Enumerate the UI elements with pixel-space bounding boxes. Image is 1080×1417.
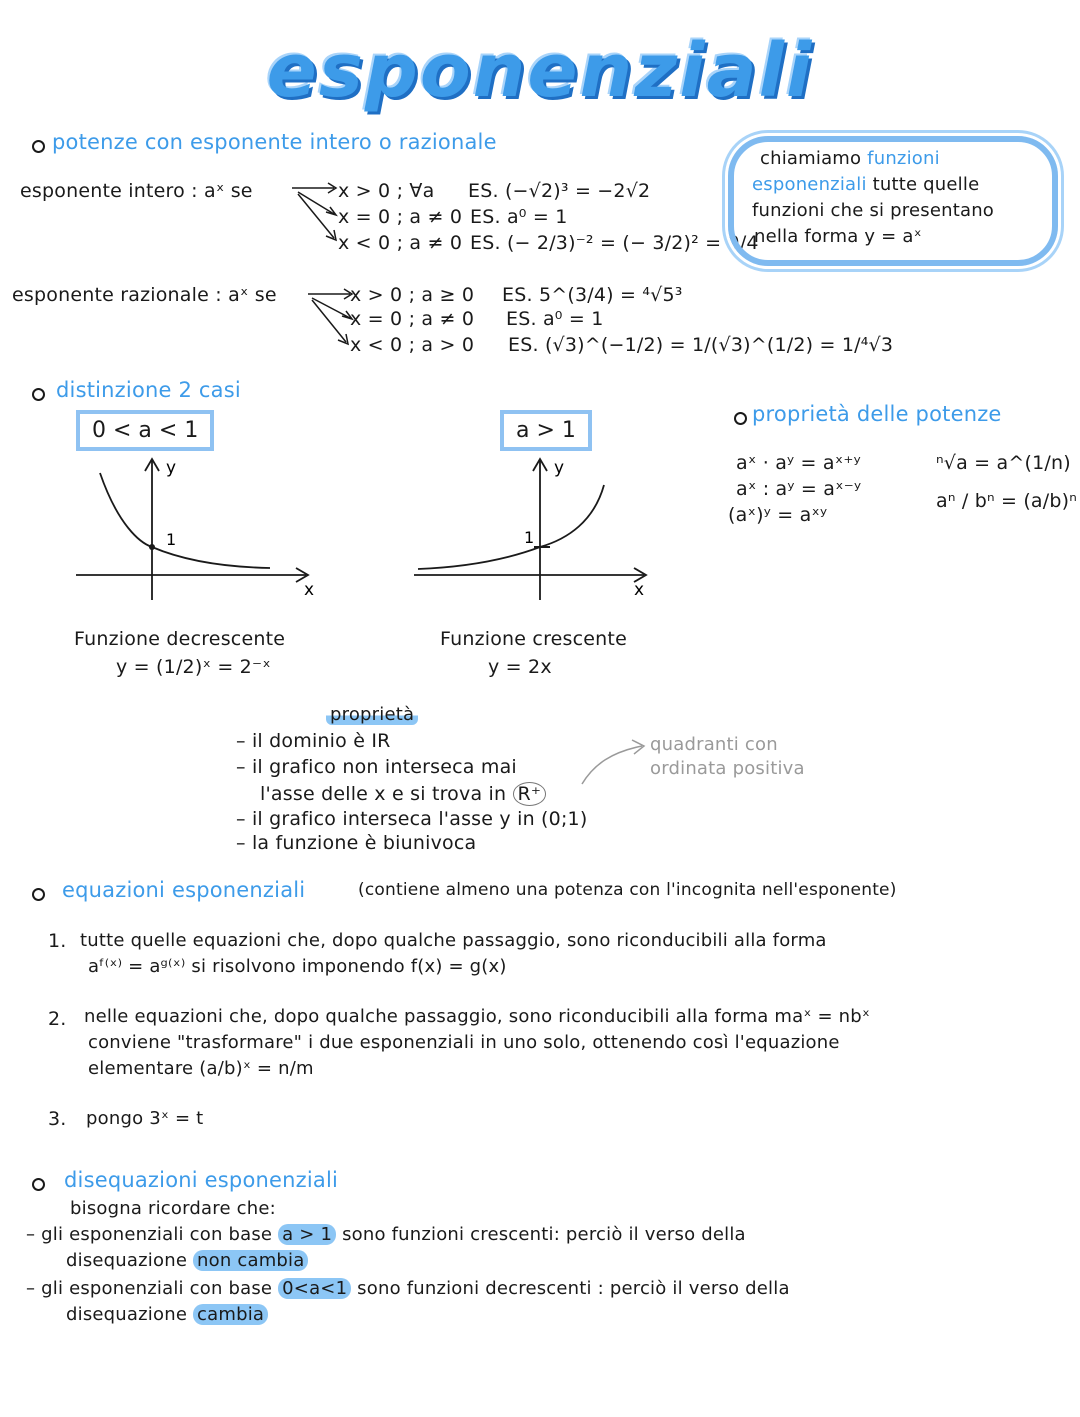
definition-term-2: esponenziali — [752, 174, 867, 195]
definition-line-4: nella forma y = aˣ — [754, 226, 922, 247]
case1-box: 0 < a < 1 — [76, 410, 214, 451]
equation-item-2-num: 2. — [48, 1008, 67, 1030]
case1-formula: y = (1/2)ˣ = 2⁻ˣ — [116, 656, 271, 678]
cases-heading: distinzione 2 casi — [56, 378, 241, 402]
rational-example-2: ES. a⁰ = 1 — [506, 308, 604, 330]
inequality-no-change: non cambia — [193, 1250, 308, 1271]
powers-heading: potenze con esponente intero o razionale — [52, 130, 497, 154]
definition-line-1 — [760, 148, 940, 169]
property-item-2b-text: l'asse delle x e si trova in — [260, 783, 507, 805]
properties-title — [326, 704, 418, 725]
equation-item-2-line-2: conviene "trasformare" i due esponenziali in uno solo, ottenendo così l'equazione — [88, 1032, 840, 1053]
inequality-item-2-text-c: disequazione — [66, 1304, 188, 1325]
note-arrow-icon — [576, 738, 656, 788]
graph-decreasing — [70, 455, 330, 605]
y-axis-label: y — [554, 458, 565, 478]
power-rule-2: aˣ : aʸ = aˣ⁻ʸ — [736, 478, 862, 500]
intercept-label: 1 — [166, 530, 177, 549]
rational-case-1: x > 0 ; a ≥ 0 — [350, 284, 475, 306]
y-axis-label: y — [166, 458, 177, 478]
graph-increasing — [408, 455, 668, 605]
decreasing-curve — [100, 473, 270, 568]
x-axis-label: x — [634, 580, 645, 600]
property-item-3: – il grafico interseca l'asse y in (0;1) — [236, 808, 588, 830]
property-item-2-text: il grafico non interseca mai — [251, 756, 517, 778]
inequality-item-1-cont — [66, 1250, 308, 1271]
definition-line-3: funzioni che si presentano — [752, 200, 995, 221]
properties-title-text: proprietà — [326, 704, 418, 725]
intercept-label: 1 — [524, 528, 535, 547]
inequality-item-2-cont — [66, 1304, 268, 1325]
definition-text-2: tutte quelle — [872, 174, 980, 195]
case2-box: a > 1 — [500, 410, 592, 451]
equations-note: (contiene almeno una potenza con l'incognita nell'esponente) — [358, 880, 897, 900]
equation-item-1-line-2: aᶠ⁽ˣ⁾ = aᵍ⁽ˣ⁾ si risolvono imponendo f(x) = g(x) — [88, 956, 507, 977]
inequality-item-2: – gli esponenziali con base 0<a<1 sono funzioni decrescenti : perciò il verso della — [26, 1278, 790, 1299]
equation-item-3-num: 3. — [48, 1108, 67, 1130]
case1-caption: Funzione decrescente — [74, 628, 286, 650]
property-item-4: – la funzione è biunivoca — [236, 832, 477, 854]
circled-r-plus: R⁺ — [513, 782, 547, 806]
case2-caption: Funzione crescente — [440, 628, 627, 650]
power-rule-3: (aˣ)ʸ = aˣʸ — [728, 504, 828, 526]
property-item-3-text: il grafico interseca l'asse y in (0;1) — [251, 808, 588, 830]
equations-heading: equazioni esponenziali — [62, 878, 306, 902]
inequalities-intro: bisogna ricordare che: — [70, 1198, 276, 1219]
inequality-item-1-text: gli esponenziali con base — [41, 1224, 273, 1245]
inequality-base-lt-1: 0<a<1 — [278, 1278, 351, 1299]
integer-example-3: ES. (− 2/3)⁻² = (− 3/2)² = 9/4 — [470, 232, 759, 254]
power-rule-4: ⁿ√a = a^(1/n) — [936, 452, 1071, 474]
equation-item-3-line-1: pongo 3ˣ = t — [86, 1108, 204, 1129]
power-rule-1: aˣ · aʸ = aˣ⁺ʸ — [736, 452, 861, 474]
definition-line-2 — [752, 174, 979, 195]
inequality-item-1-text-c: disequazione — [66, 1250, 188, 1271]
bullet-icon — [32, 1178, 45, 1191]
integer-branch-arrows — [290, 176, 350, 256]
definition-term: funzioni — [867, 148, 940, 169]
bullet-icon — [734, 412, 747, 425]
inequalities-heading: disequazioni esponenziali — [64, 1168, 339, 1192]
rational-example-3: ES. (√3)^(−1/2) = 1/(√3)^(1/2) = 1/⁴√3 — [508, 334, 894, 356]
rational-branch-arrows — [306, 280, 358, 360]
property-item-2b — [260, 782, 546, 806]
equation-item-1-line-1: tutte quelle equazioni che, dopo qualche passaggio, sono riconducibili alla forma — [80, 930, 827, 951]
equation-item-1-num: 1. — [48, 930, 67, 952]
inequality-base-gt-1: a > 1 — [278, 1224, 336, 1245]
rational-case-3: x < 0 ; a > 0 — [350, 334, 475, 356]
equation-item-2-line-3: elementare (a/b)ˣ = n/m — [88, 1058, 314, 1079]
equation-item-2-line-1: nelle equazioni che, dopo qualche passaggio, sono riconducibili alla forma maˣ = nbˣ — [84, 1006, 871, 1027]
note-line-1: quadranti con — [650, 734, 778, 755]
case2-formula: y = 2x — [488, 656, 552, 678]
integer-case-1: x > 0 ; ∀a — [338, 180, 435, 202]
integer-label: esponente intero : aˣ se — [20, 180, 253, 202]
bullet-icon — [32, 388, 45, 401]
integer-case-3: x < 0 ; a ≠ 0 — [338, 232, 463, 254]
inequality-item-2-text: gli esponenziali con base — [41, 1278, 273, 1299]
power-rule-5: aⁿ / bⁿ = (a/b)ⁿ — [936, 490, 1078, 512]
rational-example-1: ES. 5^(3/4) = ⁴√5³ — [502, 284, 683, 306]
property-item-1-text: il dominio è IR — [251, 730, 391, 752]
definition-text: chiamiamo — [760, 148, 862, 169]
rational-label: esponente razionale : aˣ se — [12, 284, 277, 306]
page-title: esponenziali — [266, 28, 814, 114]
intercept-point — [149, 544, 155, 550]
x-axis-label: x — [304, 580, 315, 600]
rational-case-2: x = 0 ; a ≠ 0 — [350, 308, 475, 330]
integer-case-2: x = 0 ; a ≠ 0 — [338, 206, 463, 228]
property-item-2: – il grafico non interseca mai — [236, 756, 517, 778]
integer-example-1: ES. (−√2)³ = −2√2 — [468, 180, 651, 202]
note-line-2: ordinata positiva — [650, 758, 805, 779]
increasing-curve — [418, 485, 604, 569]
bullet-icon — [32, 140, 45, 153]
bullet-icon — [32, 888, 45, 901]
integer-example-2: ES. a⁰ = 1 — [470, 206, 568, 228]
property-item-4-text: la funzione è biunivoca — [251, 832, 477, 854]
inequality-changes: cambia — [193, 1304, 268, 1325]
power-properties-heading: proprietà delle potenze — [752, 402, 1002, 426]
inequality-item-2-text-b: sono funzioni decrescenti : perciò il verso della — [357, 1278, 790, 1299]
inequality-item-1-text-b: sono funzioni crescenti: perciò il verso della — [342, 1224, 746, 1245]
inequality-item-1: – gli esponenziali con base a > 1 sono funzioni crescenti: perciò il verso della — [26, 1224, 746, 1245]
property-item-1: – il dominio è IR — [236, 730, 391, 752]
